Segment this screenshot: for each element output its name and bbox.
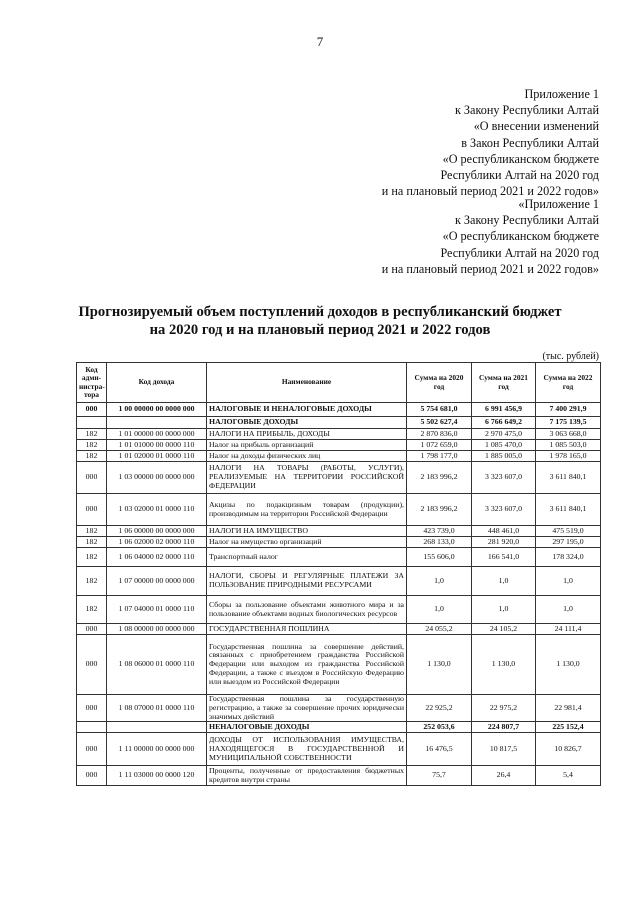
- cell-sum-2022: 22 981,4: [536, 695, 601, 722]
- cell-name: ДОХОДЫ ОТ ИСПОЛЬЗОВАНИЯ ИМУЩЕСТВА, НАХОДЯЩЕГОСЯ В ГОСУДАРСТВЕННОЙ И МУНИЦИПАЛЬНОЙ СОБСТВЕННОСТИ: [207, 733, 407, 766]
- cell-admin-code: 000: [77, 624, 107, 635]
- cell-sum-2022: 24 111,4: [536, 624, 601, 635]
- cell-admin-code: 000: [77, 403, 107, 417]
- cell-sum-2021: 3 323 607,0: [472, 462, 536, 494]
- table-row: [77, 417, 601, 429]
- cell-sum-2022: 475 519,0: [536, 526, 601, 537]
- cell-sum-2020: 5 754 681,0: [407, 403, 472, 417]
- cell-income-code: 1 07 04000 01 0000 110: [107, 596, 207, 624]
- appendix-line: Республики Алтай на 2020 год: [440, 168, 599, 183]
- cell-name: НАЛОГОВЫЕ И НЕНАЛОГОВЫЕ ДОХОДЫ: [207, 403, 407, 417]
- cell-name: Государственная пошлина за государственную регистрацию, а также за совершение прочих юридически значимых действий: [207, 695, 407, 722]
- header-income-code: Код дохода: [107, 363, 207, 403]
- cell-income-code: 1 08 06000 01 0000 110: [107, 635, 207, 695]
- cell-admin-code: 182: [77, 567, 107, 596]
- cell-admin-code: 000: [77, 766, 107, 786]
- appendix-line: и на плановый период 2021 и 2022 годов»: [381, 184, 599, 199]
- cell-sum-2022: 1 085 503,0: [536, 440, 601, 451]
- cell-income-code: 1 01 00000 00 0000 000: [107, 429, 207, 440]
- cell-sum-2021: 1 885 005,0: [472, 451, 536, 462]
- cell-sum-2020: 24 055,2: [407, 624, 472, 635]
- cell-sum-2020: 1 798 177,0: [407, 451, 472, 462]
- header-sum-2020: Сумма на 2020 год: [407, 363, 472, 403]
- cell-income-code: 1 08 07000 01 0000 110: [107, 695, 207, 722]
- cell-admin-code: 182: [77, 548, 107, 567]
- cell-name: НЕНАЛОГОВЫЕ ДОХОДЫ: [207, 722, 407, 733]
- cell-income-code: [107, 722, 207, 733]
- table-row: [77, 733, 601, 766]
- title-line: на 2020 год и на плановый период 2021 и 2022 годов: [149, 322, 491, 338]
- cell-name: Акцизы по подакцизным товарам (продукции), производимым на территории Российской Федерации: [207, 494, 407, 526]
- cell-income-code: [107, 417, 207, 429]
- cell-sum-2021: 6 991 456,9: [472, 403, 536, 417]
- appendix-line: «О республиканском бюджете: [442, 151, 599, 166]
- cell-admin-code: 000: [77, 462, 107, 494]
- table-row: [77, 624, 601, 635]
- appendix-note-original: [382, 196, 599, 277]
- table-row: [77, 451, 601, 462]
- header-sum-2022: Сумма на 2022 год: [536, 363, 601, 403]
- table-row: [77, 403, 601, 417]
- cell-sum-2020: 2 183 996,2: [407, 462, 472, 494]
- cell-sum-2022: 1,0: [536, 567, 601, 596]
- appendix-line: и на плановый период 2021 и 2022 годов»: [381, 261, 599, 276]
- cell-sum-2020: 16 476,5: [407, 733, 472, 766]
- cell-admin-code: 182: [77, 429, 107, 440]
- cell-sum-2022: 10 826,7: [536, 733, 601, 766]
- cell-name: Сборы за пользование объектами животного мира и за пользование объектами водных биологических ресурсов: [207, 596, 407, 624]
- cell-income-code: 1 06 00000 00 0000 000: [107, 526, 207, 537]
- cell-name: НАЛОГОВЫЕ ДОХОДЫ: [207, 417, 407, 429]
- table-row: [77, 596, 601, 624]
- cell-admin-code: 182: [77, 537, 107, 548]
- cell-sum-2021: 224 807,7: [472, 722, 536, 733]
- cell-sum-2022: 297 195,0: [536, 537, 601, 548]
- cell-sum-2022: 225 152,4: [536, 722, 601, 733]
- cell-income-code: 1 11 00000 00 0000 000: [107, 733, 207, 766]
- table-row: [77, 567, 601, 596]
- appendix-line: Республики Алтай на 2020 год: [440, 245, 599, 260]
- page-number: 7: [316, 34, 324, 49]
- table-header-row: [77, 363, 601, 403]
- table-row: [77, 494, 601, 526]
- cell-admin-code: [77, 417, 107, 429]
- cell-sum-2020: 75,7: [407, 766, 472, 786]
- cell-income-code: 1 00 00000 00 0000 000: [107, 403, 207, 417]
- cell-admin-code: 000: [77, 635, 107, 695]
- table-row: [77, 766, 601, 786]
- cell-admin-code: 182: [77, 440, 107, 451]
- cell-sum-2021: 22 975,2: [472, 695, 536, 722]
- cell-name: Налог на имущество организаций: [207, 537, 407, 548]
- cell-admin-code: 182: [77, 451, 107, 462]
- cell-name: Налог на прибыль организаций: [207, 440, 407, 451]
- header-admin-code: Код адми-нистра-тора: [77, 363, 107, 403]
- table-row: [77, 695, 601, 722]
- table-row: [77, 548, 601, 567]
- appendix-line: «Приложение 1: [518, 197, 599, 211]
- cell-income-code: 1 06 02000 02 0000 110: [107, 537, 207, 548]
- cell-income-code: 1 03 00000 00 0000 000: [107, 462, 207, 494]
- cell-name: Государственная пошлина за совершение действий, связанных с приобретением гражданства Российской Федерации или выходом из гражданства Российской Федерации, а также с въездом в Российскую Федерацию или выездом из Российской Федерации: [207, 635, 407, 695]
- table-row: [77, 462, 601, 494]
- cell-sum-2022: 3 063 668,0: [536, 429, 601, 440]
- cell-sum-2020: 268 133,0: [407, 537, 472, 548]
- cell-name: Транспортный налог: [207, 548, 407, 567]
- cell-sum-2022: 1,0: [536, 596, 601, 624]
- cell-income-code: 1 03 02000 01 0000 110: [107, 494, 207, 526]
- table-row: [77, 722, 601, 733]
- cell-admin-code: 000: [77, 695, 107, 722]
- cell-sum-2022: 7 175 139,5: [536, 417, 601, 429]
- cell-sum-2021: 1,0: [472, 596, 536, 624]
- cell-admin-code: [77, 722, 107, 733]
- cell-income-code: 1 06 04000 02 0000 110: [107, 548, 207, 567]
- document-title: [40, 303, 600, 339]
- cell-sum-2021: 1,0: [472, 567, 536, 596]
- cell-sum-2020: 423 739,0: [407, 526, 472, 537]
- cell-admin-code: 182: [77, 596, 107, 624]
- cell-sum-2021: 448 461,0: [472, 526, 536, 537]
- cell-sum-2022: 5,4: [536, 766, 601, 786]
- table-row: [77, 526, 601, 537]
- cell-sum-2020: 1 130,0: [407, 635, 472, 695]
- cell-sum-2022: 7 400 291,9: [536, 403, 601, 417]
- cell-sum-2020: 2 870 836,0: [407, 429, 472, 440]
- cell-name: ГОСУДАРСТВЕННАЯ ПОШЛИНА: [207, 624, 407, 635]
- title-line: Прогнозируемый объем поступлений доходов в республиканский бюджет: [78, 304, 562, 320]
- cell-sum-2022: 3 611 840,1: [536, 494, 601, 526]
- cell-name: НАЛОГИ НА ИМУЩЕСТВО: [207, 526, 407, 537]
- cell-sum-2022: 1 130,0: [536, 635, 601, 695]
- table-row: [77, 440, 601, 451]
- appendix-line: к Закону Республики Алтай: [454, 103, 599, 118]
- cell-admin-code: 000: [77, 733, 107, 766]
- cell-sum-2020: 252 053,6: [407, 722, 472, 733]
- cell-sum-2021: 24 105,2: [472, 624, 536, 635]
- appendix-note-amending: [382, 86, 599, 199]
- cell-sum-2020: 155 606,0: [407, 548, 472, 567]
- cell-sum-2021: 2 970 475,0: [472, 429, 536, 440]
- revenue-table: [76, 362, 601, 786]
- appendix-line: «О внесении изменений: [473, 119, 599, 134]
- cell-name: НАЛОГИ НА ПРИБЫЛЬ, ДОХОДЫ: [207, 429, 407, 440]
- table-row: [77, 537, 601, 548]
- cell-admin-code: 182: [77, 526, 107, 537]
- cell-income-code: 1 01 01000 00 0000 110: [107, 440, 207, 451]
- cell-sum-2021: 166 541,0: [472, 548, 536, 567]
- cell-name: Проценты, полученные от предоставления бюджетных кредитов внутри страны: [207, 766, 407, 786]
- header-sum-2021: Сумма на 2021 год: [472, 363, 536, 403]
- cell-sum-2020: 5 502 627,4: [407, 417, 472, 429]
- cell-sum-2022: 3 611 840,1: [536, 462, 601, 494]
- cell-admin-code: 000: [77, 494, 107, 526]
- header-name: Наименование: [207, 363, 407, 403]
- cell-name: Налог на доходы физических лиц: [207, 451, 407, 462]
- cell-name: НАЛОГИ НА ТОВАРЫ (РАБОТЫ, УСЛУГИ), РЕАЛИЗУЕМЫЕ НА ТЕРРИТОРИИ РОССИЙСКОЙ ФЕДЕРАЦИИ: [207, 462, 407, 494]
- cell-sum-2022: 178 324,0: [536, 548, 601, 567]
- cell-sum-2021: 1 130,0: [472, 635, 536, 695]
- cell-sum-2021: 281 920,0: [472, 537, 536, 548]
- cell-sum-2021: 1 085 470,0: [472, 440, 536, 451]
- cell-sum-2020: 2 183 996,2: [407, 494, 472, 526]
- cell-sum-2020: 1,0: [407, 596, 472, 624]
- units-label: (тыс. рублей): [542, 351, 599, 362]
- cell-sum-2021: 3 323 607,0: [472, 494, 536, 526]
- table-row: [77, 429, 601, 440]
- cell-income-code: 1 11 03000 00 0000 120: [107, 766, 207, 786]
- table-row: [77, 635, 601, 695]
- cell-income-code: 1 01 02000 01 0000 110: [107, 451, 207, 462]
- cell-sum-2021: 6 766 649,2: [472, 417, 536, 429]
- appendix-line: в Закон Республики Алтай: [461, 135, 599, 150]
- cell-sum-2020: 1 072 659,0: [407, 440, 472, 451]
- cell-sum-2021: 26,4: [472, 766, 536, 786]
- appendix-line: к Закону Республики Алтай: [454, 213, 599, 228]
- appendix-line: «О республиканском бюджете: [442, 229, 599, 244]
- cell-sum-2022: 1 978 165,0: [536, 451, 601, 462]
- cell-income-code: 1 08 00000 00 0000 000: [107, 624, 207, 635]
- cell-sum-2020: 1,0: [407, 567, 472, 596]
- cell-name: НАЛОГИ, СБОРЫ И РЕГУЛЯРНЫЕ ПЛАТЕЖИ ЗА ПОЛЬЗОВАНИЕ ПРИРОДНЫМИ РЕСУРСАМИ: [207, 567, 407, 596]
- cell-income-code: 1 07 00000 00 0000 000: [107, 567, 207, 596]
- cell-sum-2020: 22 925,2: [407, 695, 472, 722]
- appendix-line: Приложение 1: [524, 87, 599, 101]
- cell-sum-2021: 10 817,5: [472, 733, 536, 766]
